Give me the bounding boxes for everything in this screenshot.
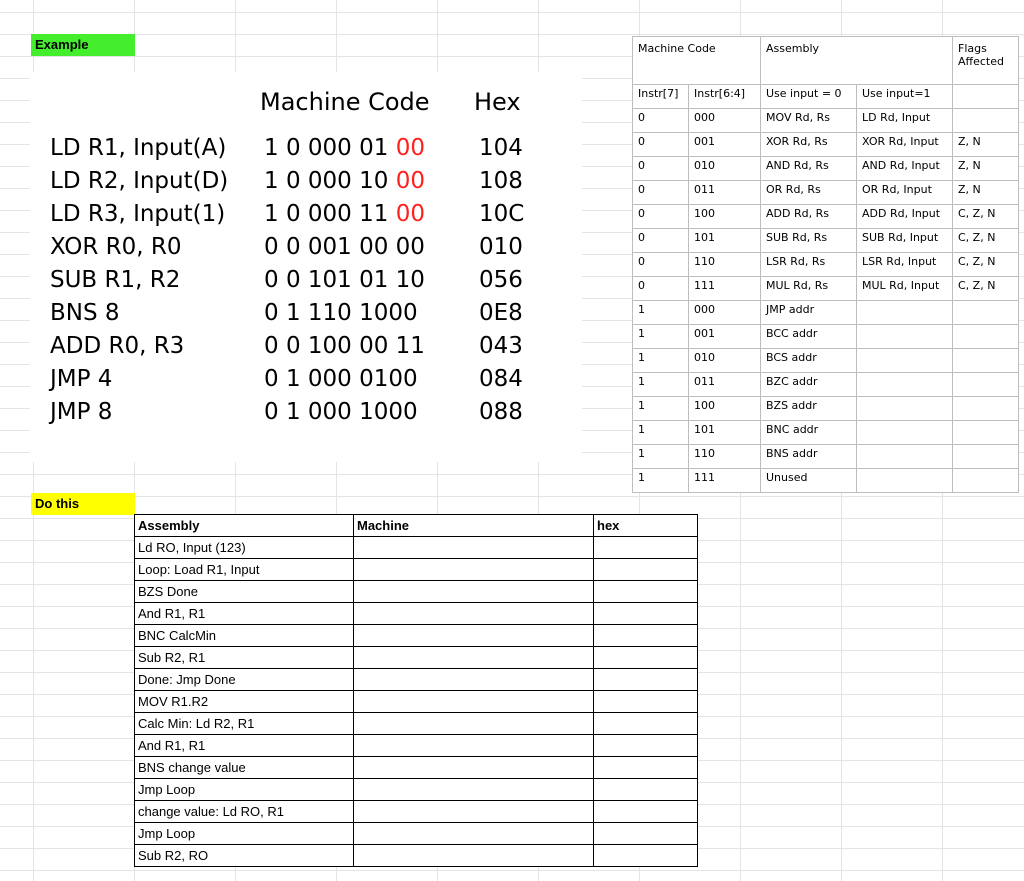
task-machine-cell[interactable]: [354, 735, 594, 757]
reference-row: [633, 109, 1019, 133]
example-hex-value: 043: [479, 333, 523, 359]
reference-cell-u0[interactable]: AND Rd, Rs: [761, 157, 857, 181]
subheader-use-input-0[interactable]: Use input = 0: [761, 85, 857, 109]
example-machine-code-bits: 0 1 000 1000: [264, 399, 418, 425]
reference-cell-u1[interactable]: [857, 445, 953, 469]
reference-cell-flags[interactable]: [953, 301, 1019, 325]
example-assembly: JMP 4: [50, 366, 113, 392]
reference-body: [633, 109, 1019, 493]
reference-cell-flags[interactable]: Z, N: [953, 133, 1019, 157]
reference-cell-u1[interactable]: [857, 373, 953, 397]
reference-cell-u1[interactable]: XOR Rd, Input: [857, 133, 953, 157]
reference-cell-flags[interactable]: C, Z, N: [953, 253, 1019, 277]
reference-row: [633, 229, 1019, 253]
task-assembly-cell[interactable]: BNC CalcMin: [135, 625, 354, 647]
example-machine-code: [264, 165, 425, 198]
example-row: [30, 231, 582, 264]
reference-cell-flags[interactable]: [953, 325, 1019, 349]
task-row: [135, 823, 698, 845]
task-row: [135, 581, 698, 603]
example-machine-code: [264, 198, 425, 231]
task-row: [135, 537, 698, 559]
task-machine-cell[interactable]: [354, 845, 594, 867]
reference-cell-u0[interactable]: BNC addr: [761, 421, 857, 445]
task-assembly-cell[interactable]: Done: Jmp Done: [135, 669, 354, 691]
task-row: [135, 559, 698, 581]
example-machine-code: [264, 330, 425, 363]
example-row: [30, 330, 582, 363]
task-assembly-cell[interactable]: BNS change value: [135, 757, 354, 779]
task-machine-cell[interactable]: [354, 669, 594, 691]
task-hex-cell[interactable]: [594, 647, 698, 669]
task-machine-cell[interactable]: [354, 647, 594, 669]
reference-cell-u0[interactable]: BZC addr: [761, 373, 857, 397]
example-machine-code-bits: 0 1 000 0100: [264, 366, 418, 392]
reference-flags-header[interactable]: [953, 37, 1019, 85]
subheader-flags[interactable]: [953, 85, 1019, 109]
reference-cell-u1[interactable]: LSR Rd, Input: [857, 253, 953, 277]
reference-cell-flags[interactable]: Z, N: [953, 157, 1019, 181]
example-machine-code-bits: 0 0 101 01 10: [264, 267, 425, 293]
example-machine-code: [264, 231, 425, 264]
task-body: [135, 537, 698, 867]
example-machine-code: [264, 396, 418, 429]
reference-cell-u1[interactable]: [857, 325, 953, 349]
do-this-label[interactable]: Do this: [31, 493, 135, 515]
reference-cell-u0[interactable]: XOR Rd, Rs: [761, 133, 857, 157]
reference-cell-i64[interactable]: 001: [689, 133, 761, 157]
example-hex-value: 010: [479, 234, 523, 260]
example-machine-code: [264, 132, 425, 165]
task-assembly-cell[interactable]: And R1, R1: [135, 735, 354, 757]
task-assembly-header[interactable]: Assembly: [135, 515, 354, 537]
task-hex-cell[interactable]: [594, 537, 698, 559]
example-hex-value: 108: [479, 168, 523, 194]
reference-cell-i7[interactable]: 0: [633, 229, 689, 253]
reference-cell-i64[interactable]: 100: [689, 205, 761, 229]
reference-cell-u1[interactable]: ADD Rd, Input: [857, 205, 953, 229]
task-machine-cell[interactable]: [354, 625, 594, 647]
reference-cell-u0[interactable]: JMP addr: [761, 301, 857, 325]
reference-cell-u0[interactable]: Unused: [761, 469, 857, 493]
reference-cell-i7[interactable]: 1: [633, 301, 689, 325]
task-hex-cell[interactable]: [594, 823, 698, 845]
reference-cell-i7[interactable]: 1: [633, 469, 689, 493]
reference-cell-u0[interactable]: BNS addr: [761, 445, 857, 469]
example-assembly: LD R3, Input(1): [50, 201, 226, 227]
reference-cell-flags[interactable]: [953, 421, 1019, 445]
example-assembly: XOR R0, R0: [50, 234, 182, 260]
example-row: [30, 198, 582, 231]
example-row: [30, 264, 582, 297]
example-assembly: SUB R1, R2: [50, 267, 181, 293]
task-hex-cell[interactable]: [594, 713, 698, 735]
reference-cell-u0[interactable]: MOV Rd, Rs: [761, 109, 857, 133]
example-hex-value: 0E8: [479, 300, 523, 326]
reference-cell-i7[interactable]: 0: [633, 109, 689, 133]
reference-cell-i64[interactable]: 100: [689, 397, 761, 421]
reference-row: [633, 325, 1019, 349]
subheader-instr64[interactable]: Instr[6:4]: [689, 85, 761, 109]
example-label[interactable]: Example: [31, 34, 135, 56]
example-assembly: LD R2, Input(D): [50, 168, 229, 194]
example-machine-code-bits: 0 1 110 1000: [264, 300, 418, 326]
task-machine-cell[interactable]: [354, 823, 594, 845]
reference-cell-u0[interactable]: ADD Rd, Rs: [761, 205, 857, 229]
reference-cell-u0[interactable]: MUL Rd, Rs: [761, 277, 857, 301]
reference-row: [633, 421, 1019, 445]
task-assembly-cell[interactable]: BZS Done: [135, 581, 354, 603]
reference-cell-u0[interactable]: BCC addr: [761, 325, 857, 349]
reference-cell-i64[interactable]: 011: [689, 181, 761, 205]
reference-cell-flags[interactable]: [953, 397, 1019, 421]
reference-cell-i64[interactable]: 101: [689, 421, 761, 445]
task-hex-cell[interactable]: [594, 581, 698, 603]
reference-cell-u0[interactable]: LSR Rd, Rs: [761, 253, 857, 277]
reference-cell-i64[interactable]: 010: [689, 349, 761, 373]
reference-cell-flags[interactable]: [953, 109, 1019, 133]
task-hex-cell[interactable]: [594, 757, 698, 779]
task-machine-cell[interactable]: [354, 559, 594, 581]
reference-cell-u1[interactable]: OR Rd, Input: [857, 181, 953, 205]
task-machine-cell[interactable]: [354, 801, 594, 823]
task-assembly-cell[interactable]: Loop: Load R1, Input: [135, 559, 354, 581]
reference-header-row: [633, 37, 1019, 85]
task-row: [135, 603, 698, 625]
reference-cell-i64[interactable]: 110: [689, 445, 761, 469]
example-machine-code-header: Machine Code: [260, 88, 430, 116]
reference-cell-i7[interactable]: 1: [633, 373, 689, 397]
reference-cell-u1[interactable]: SUB Rd, Input: [857, 229, 953, 253]
reference-cell-i7[interactable]: 0: [633, 205, 689, 229]
example-image: [30, 72, 582, 462]
reference-cell-u1[interactable]: [857, 397, 953, 421]
reference-cell-u1[interactable]: [857, 349, 953, 373]
task-assembly-cell[interactable]: Jmp Loop: [135, 823, 354, 845]
task-assembly-cell[interactable]: Ld RO, Input (123): [135, 537, 354, 559]
task-hex-header[interactable]: hex: [594, 515, 698, 537]
reference-cell-i64[interactable]: 010: [689, 157, 761, 181]
reference-cell-flags[interactable]: [953, 445, 1019, 469]
reference-cell-flags[interactable]: Z, N: [953, 181, 1019, 205]
example-machine-code: [264, 264, 425, 297]
task-hex-cell[interactable]: [594, 735, 698, 757]
example-machine-code-red-bits: 00: [395, 135, 425, 161]
reference-cell-i64[interactable]: 101: [689, 229, 761, 253]
task-row: [135, 779, 698, 801]
reference-machine-code-header[interactable]: Machine Code: [633, 37, 761, 85]
task-hex-cell[interactable]: [594, 779, 698, 801]
example-row: [30, 297, 582, 330]
task-hex-cell[interactable]: [594, 845, 698, 867]
task-row: [135, 801, 698, 823]
reference-cell-flags[interactable]: C, Z, N: [953, 277, 1019, 301]
example-machine-code-bits: 1 0 000 11: [264, 201, 396, 227]
reference-flags-label: Flags Affected: [958, 42, 1004, 68]
reference-row: [633, 301, 1019, 325]
task-hex-cell[interactable]: [594, 625, 698, 647]
reference-cell-i7[interactable]: 0: [633, 253, 689, 277]
task-machine-cell[interactable]: [354, 713, 594, 735]
reference-row: [633, 397, 1019, 421]
example-machine-code-bits: 0 0 001 00 00: [264, 234, 425, 260]
task-hex-cell[interactable]: [594, 559, 698, 581]
reference-row: [633, 445, 1019, 469]
task-assembly-cell[interactable]: Sub R2, R1: [135, 647, 354, 669]
example-hex-value: 10C: [479, 201, 525, 227]
example-machine-code-bits: 0 0 100 00 11: [264, 333, 425, 359]
reference-cell-i7[interactable]: 0: [633, 133, 689, 157]
task-row: [135, 669, 698, 691]
reference-cell-u1[interactable]: [857, 301, 953, 325]
reference-row: [633, 253, 1019, 277]
reference-cell-i7[interactable]: 1: [633, 325, 689, 349]
reference-row: [633, 349, 1019, 373]
reference-cell-i7[interactable]: 1: [633, 445, 689, 469]
reference-row: [633, 181, 1019, 205]
reference-subheader-row: [633, 85, 1019, 109]
example-hex-value: 104: [479, 135, 523, 161]
task-row: [135, 713, 698, 735]
task-row: [135, 845, 698, 867]
reference-cell-u0[interactable]: SUB Rd, Rs: [761, 229, 857, 253]
reference-cell-i64[interactable]: 111: [689, 469, 761, 493]
example-hex-value: 056: [479, 267, 523, 293]
task-assembly-cell[interactable]: MOV R1.R2: [135, 691, 354, 713]
task-machine-cell[interactable]: [354, 757, 594, 779]
reference-cell-i64[interactable]: 000: [689, 301, 761, 325]
reference-row: [633, 469, 1019, 493]
task-assembly-cell[interactable]: Calc Min: Ld R2, R1: [135, 713, 354, 735]
task-assembly-cell[interactable]: Jmp Loop: [135, 779, 354, 801]
task-row: [135, 735, 698, 757]
task-assembly-cell[interactable]: Sub R2, RO: [135, 845, 354, 867]
reference-cell-i64[interactable]: 011: [689, 373, 761, 397]
task-machine-cell[interactable]: [354, 537, 594, 559]
task-machine-cell[interactable]: [354, 779, 594, 801]
task-hex-cell[interactable]: [594, 801, 698, 823]
example-assembly: LD R1, Input(A): [50, 135, 227, 161]
example-machine-code: [264, 297, 418, 330]
task-machine-header[interactable]: Machine: [354, 515, 594, 537]
reference-cell-i7[interactable]: 0: [633, 277, 689, 301]
reference-cell-flags[interactable]: [953, 373, 1019, 397]
task-table: [134, 514, 698, 867]
reference-cell-i7[interactable]: 0: [633, 157, 689, 181]
reference-cell-flags[interactable]: [953, 349, 1019, 373]
reference-cell-u0[interactable]: OR Rd, Rs: [761, 181, 857, 205]
task-hex-cell[interactable]: [594, 669, 698, 691]
reference-row: [633, 373, 1019, 397]
reference-cell-flags[interactable]: C, Z, N: [953, 205, 1019, 229]
reference-row: [633, 277, 1019, 301]
example-row: [30, 132, 582, 165]
task-row: [135, 757, 698, 779]
reference-cell-i7[interactable]: 1: [633, 397, 689, 421]
task-row: [135, 691, 698, 713]
example-machine-code-bits: 1 0 000 01: [264, 135, 396, 161]
task-header-row: [135, 515, 698, 537]
example-machine-code: [264, 363, 418, 396]
example-machine-code-red-bits: 00: [395, 201, 425, 227]
reference-cell-u1[interactable]: MUL Rd, Input: [857, 277, 953, 301]
reference-assembly-header[interactable]: Assembly: [761, 37, 953, 85]
subheader-instr7[interactable]: Instr[7]: [633, 85, 689, 109]
example-assembly: ADD R0, R3: [50, 333, 185, 359]
reference-row: [633, 133, 1019, 157]
example-hex-value: 088: [479, 399, 523, 425]
reference-cell-i7[interactable]: 0: [633, 181, 689, 205]
reference-cell-flags[interactable]: [953, 469, 1019, 493]
reference-cell-i64[interactable]: 001: [689, 325, 761, 349]
reference-cell-u1[interactable]: [857, 469, 953, 493]
example-hex-value: 084: [479, 366, 523, 392]
subheader-use-input-1[interactable]: Use input=1: [857, 85, 953, 109]
reference-cell-u1[interactable]: AND Rd, Input: [857, 157, 953, 181]
task-assembly-cell[interactable]: change value: Ld RO, R1: [135, 801, 354, 823]
example-row: [30, 165, 582, 198]
task-assembly-cell[interactable]: And R1, R1: [135, 603, 354, 625]
reference-row: [633, 205, 1019, 229]
reference-cell-i64[interactable]: 000: [689, 109, 761, 133]
example-row: [30, 363, 582, 396]
task-row: [135, 625, 698, 647]
reference-cell-flags[interactable]: C, Z, N: [953, 229, 1019, 253]
example-machine-code-red-bits: 00: [395, 168, 425, 194]
reference-cell-i7[interactable]: 1: [633, 349, 689, 373]
reference-cell-i64[interactable]: 110: [689, 253, 761, 277]
instruction-reference-table: [632, 36, 1019, 493]
example-hex-header: Hex: [474, 88, 521, 116]
task-hex-cell[interactable]: [594, 691, 698, 713]
reference-row: [633, 157, 1019, 181]
reference-cell-i7[interactable]: 1: [633, 421, 689, 445]
reference-cell-u1[interactable]: LD Rd, Input: [857, 109, 953, 133]
task-machine-cell[interactable]: [354, 691, 594, 713]
task-row: [135, 647, 698, 669]
reference-cell-i64[interactable]: 111: [689, 277, 761, 301]
example-assembly: BNS 8: [50, 300, 120, 326]
task-machine-cell[interactable]: [354, 581, 594, 603]
reference-cell-u0[interactable]: BCS addr: [761, 349, 857, 373]
task-machine-cell[interactable]: [354, 603, 594, 625]
example-assembly: JMP 8: [50, 399, 113, 425]
reference-cell-u0[interactable]: BZS addr: [761, 397, 857, 421]
example-row: [30, 396, 582, 429]
reference-cell-u1[interactable]: [857, 421, 953, 445]
task-hex-cell[interactable]: [594, 603, 698, 625]
example-machine-code-bits: 1 0 000 10: [264, 168, 396, 194]
